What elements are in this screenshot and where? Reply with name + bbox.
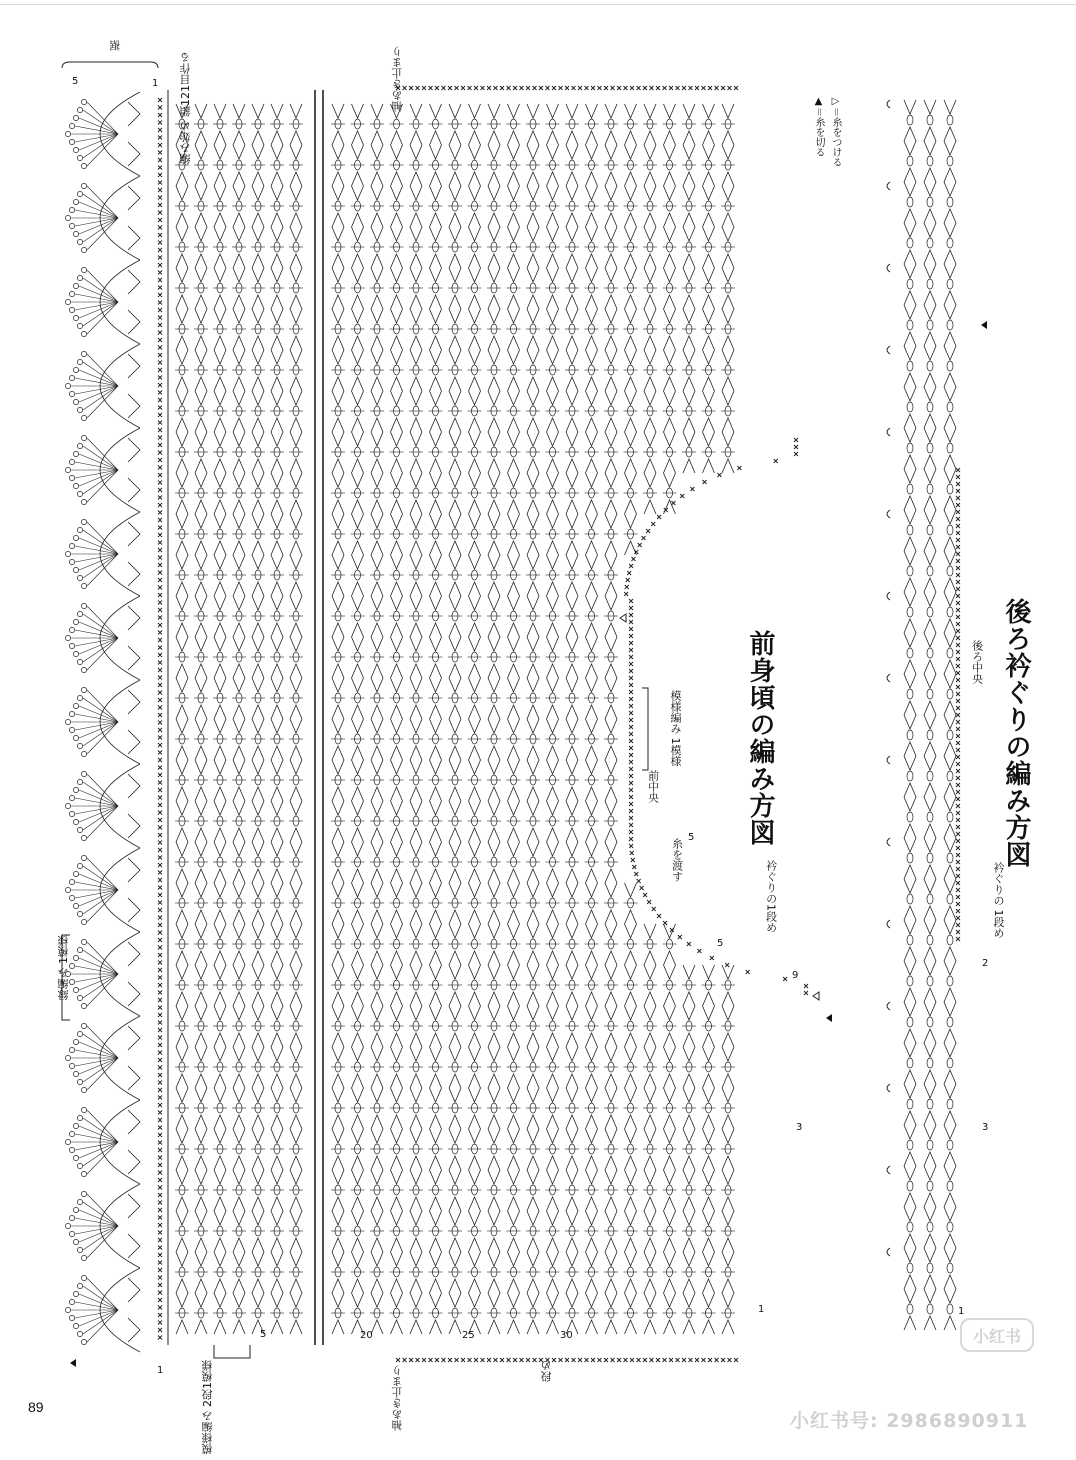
row-number: 25 — [462, 1330, 475, 1341]
page-number: 89 — [28, 1399, 44, 1415]
row-number: 5 — [717, 938, 724, 949]
structure-lines — [62, 62, 987, 1367]
row-number: 9 — [792, 970, 799, 981]
row-number: 5 — [260, 1329, 267, 1340]
row-number: 30 — [560, 1330, 573, 1341]
label-rows: 段め — [540, 1360, 553, 1382]
label-body-pattern: 模様編み 2段1模様 — [201, 1360, 214, 1455]
label-sleeve-stop-top: 袖あき止まり — [391, 46, 404, 112]
back-collar-stitch-grid — [887, 100, 960, 1330]
row-number: 5 — [688, 832, 695, 843]
label-pattern-repeat: 模様編み 1模様 — [669, 690, 682, 767]
label-sleeve-stop-bottom: 袖あき止まり — [391, 1365, 404, 1431]
legend-cut-yarn: ▲＝糸を切る — [813, 96, 824, 157]
row-number: 1 — [157, 1365, 164, 1376]
row-number: 1 — [758, 1304, 765, 1315]
row-number: 3 — [982, 1122, 989, 1133]
row-number: 3 — [796, 1122, 803, 1133]
row-number: 2 — [982, 958, 989, 969]
label-edge-pattern: 縁編み 1模様 — [57, 935, 70, 1001]
hem-edging-scallops — [65, 92, 140, 1352]
label-back-collar-row1: 衿ぐりの 1段め — [992, 862, 1005, 939]
label-cross-yarn: 糸を渡す — [670, 838, 684, 882]
back-chart-title: 後ろ衿ぐりの編み方図 — [1001, 598, 1031, 868]
front-chart-title: 前身頃の編み方図 — [745, 630, 775, 846]
legend-attach-yarn: ▷＝糸をつける — [830, 96, 841, 167]
row-number: 1 — [152, 78, 159, 89]
label-start-chain: 編み始め 鎖121目作る — [179, 52, 192, 165]
label-collar-row1: 衿ぐりの1段め — [764, 860, 778, 933]
row-number: 20 — [360, 1330, 373, 1341]
watermark-text: 小红书号: 2986890911 — [790, 1410, 1029, 1432]
label-center-front: 前中央 — [646, 770, 660, 803]
row-number: 5 — [72, 76, 79, 87]
watermark-badge: 小红书 — [960, 1318, 1034, 1352]
label-hem: 裾 — [109, 40, 122, 51]
row-number: 1 — [958, 1306, 965, 1317]
front-body-stitch-grid — [158, 86, 738, 1362]
label-center-back: 後ろ中央 — [970, 640, 984, 684]
